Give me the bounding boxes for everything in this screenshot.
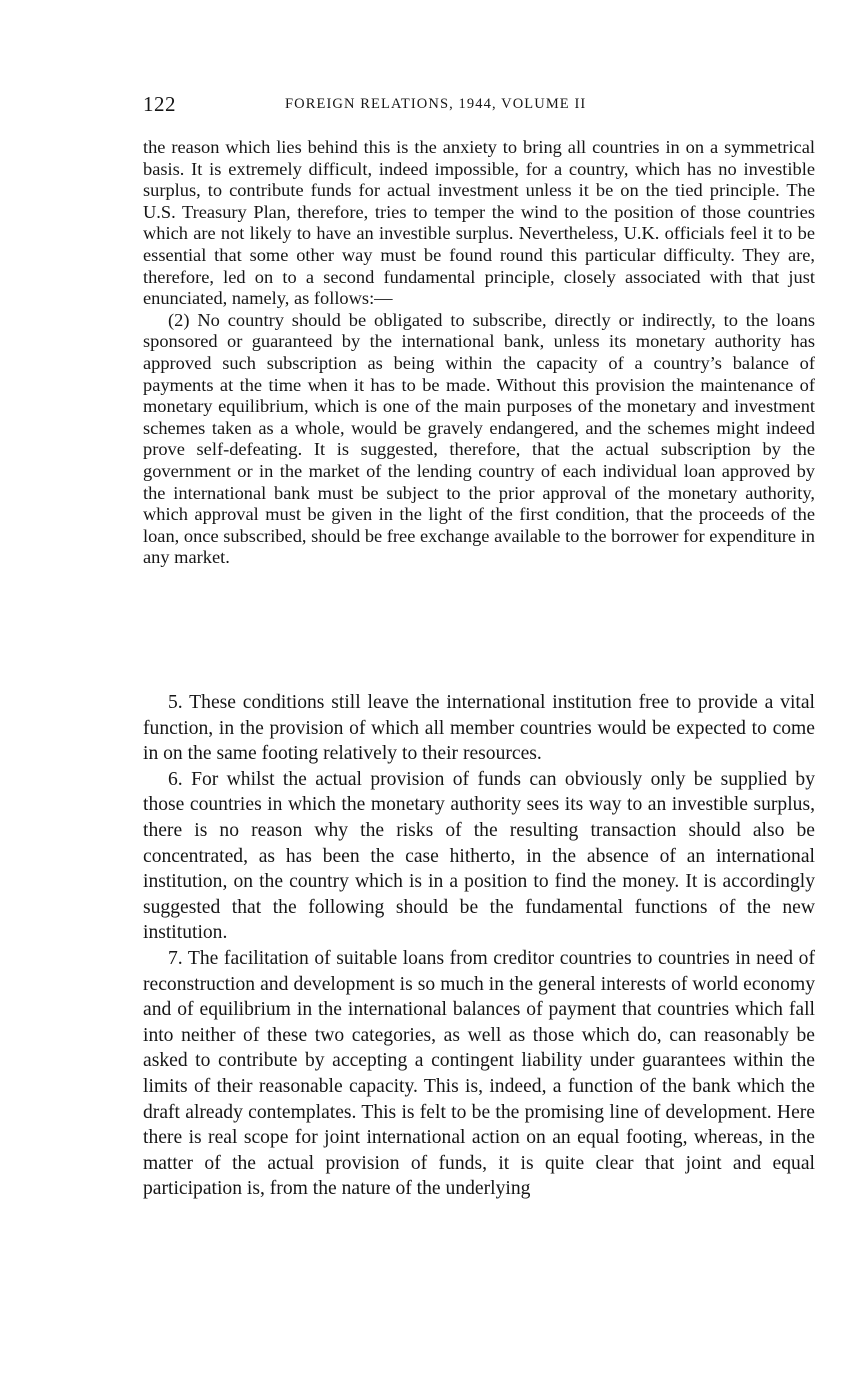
main-text-block	[143, 690, 815, 1202]
paragraph-7: 7. The facilitation of suitable loans from creditor countries to countries in need of reconstruction and development is so much in the general interests of world economy and of equilibrium in the international balances of payment that countries which fall into neither of these two categories, as well as those which do, can reasonably be asked to contribute by accepting a contingent liability under guarantees within the limits of their reasonable capacity. This is, indeed, a function of the bank which the draft already contemplates. This is felt to be the promising line of development. Here there is real scope for joint international action on an equal footing, whereas, in the matter of the actual provision of funds, it is quite clear that joint and equal participation is, from the nature of the underlying	[143, 947, 815, 1200]
paragraph-5: 5. These conditions still leave the international institution free to provide a vital function, in the provision of which all member countries would be expected to come in on the same footing relatively to their resources.	[143, 692, 815, 765]
paragraph-6: 6. For whilst the actual provision of funds can obviously only be supplied by those countries in which the monetary authority sees its way to an investible surplus, there is no reason why the risks of the resulting transaction should also be concentrated, as has been the case hitherto, in the absence of an international institution, on the country which is in a position to find the money. It is accordingly suggested that the following should be the fundamental functions of the new institution.	[143, 768, 815, 944]
quoted-text-block	[143, 137, 815, 569]
running-title: FOREIGN RELATIONS, 1944, VOLUME II	[285, 96, 587, 112]
paragraph-principle-2: (2) No country should be obligated to subscribe, directly or indirectly, to the loans sponsored or guaranteed by the international bank, unless its monetary authority has approved such subscription as being within the capacity of a country’s balance of payments at the time when it has to be made. Without this provision the maintenance of monetary equilibrium, which is one of the main purposes of the monetary and investment schemes taken as a whole, would be gravely endangered, and the schemes might indeed prove self-defeating. It is suggested, therefore, that the actual subscription by the government or in the market of the lending country of each individual loan approved by the international bank must be subject to the prior approval of the monetary authority, which approval must be given in the light of the first condition, that the proceeds of the loan, once subscribed, should be free exchange available to the borrower for expenditure in any market.	[143, 309, 815, 568]
page-number: 122	[143, 92, 176, 116]
paragraph-continuation: the reason which lies behind this is the anxiety to bring all countries in on a symmetrical basis. It is extremely difficult, indeed impossible, for a country, which has no investible surplus, to contribute funds for actual investment unless it be on the tied principle. The U.S. Treasury Plan, therefore, tries to temper the wind to the position of those countries which are not likely to have an investible surplus. Nevertheless, U.K. officials feel it to be essential that some other way must be found round this particular difficulty. They are, therefore, led on to a second fundamental principle, closely associated with that just enunciated, namely, as follows:—	[143, 137, 815, 309]
running-head	[143, 92, 815, 118]
